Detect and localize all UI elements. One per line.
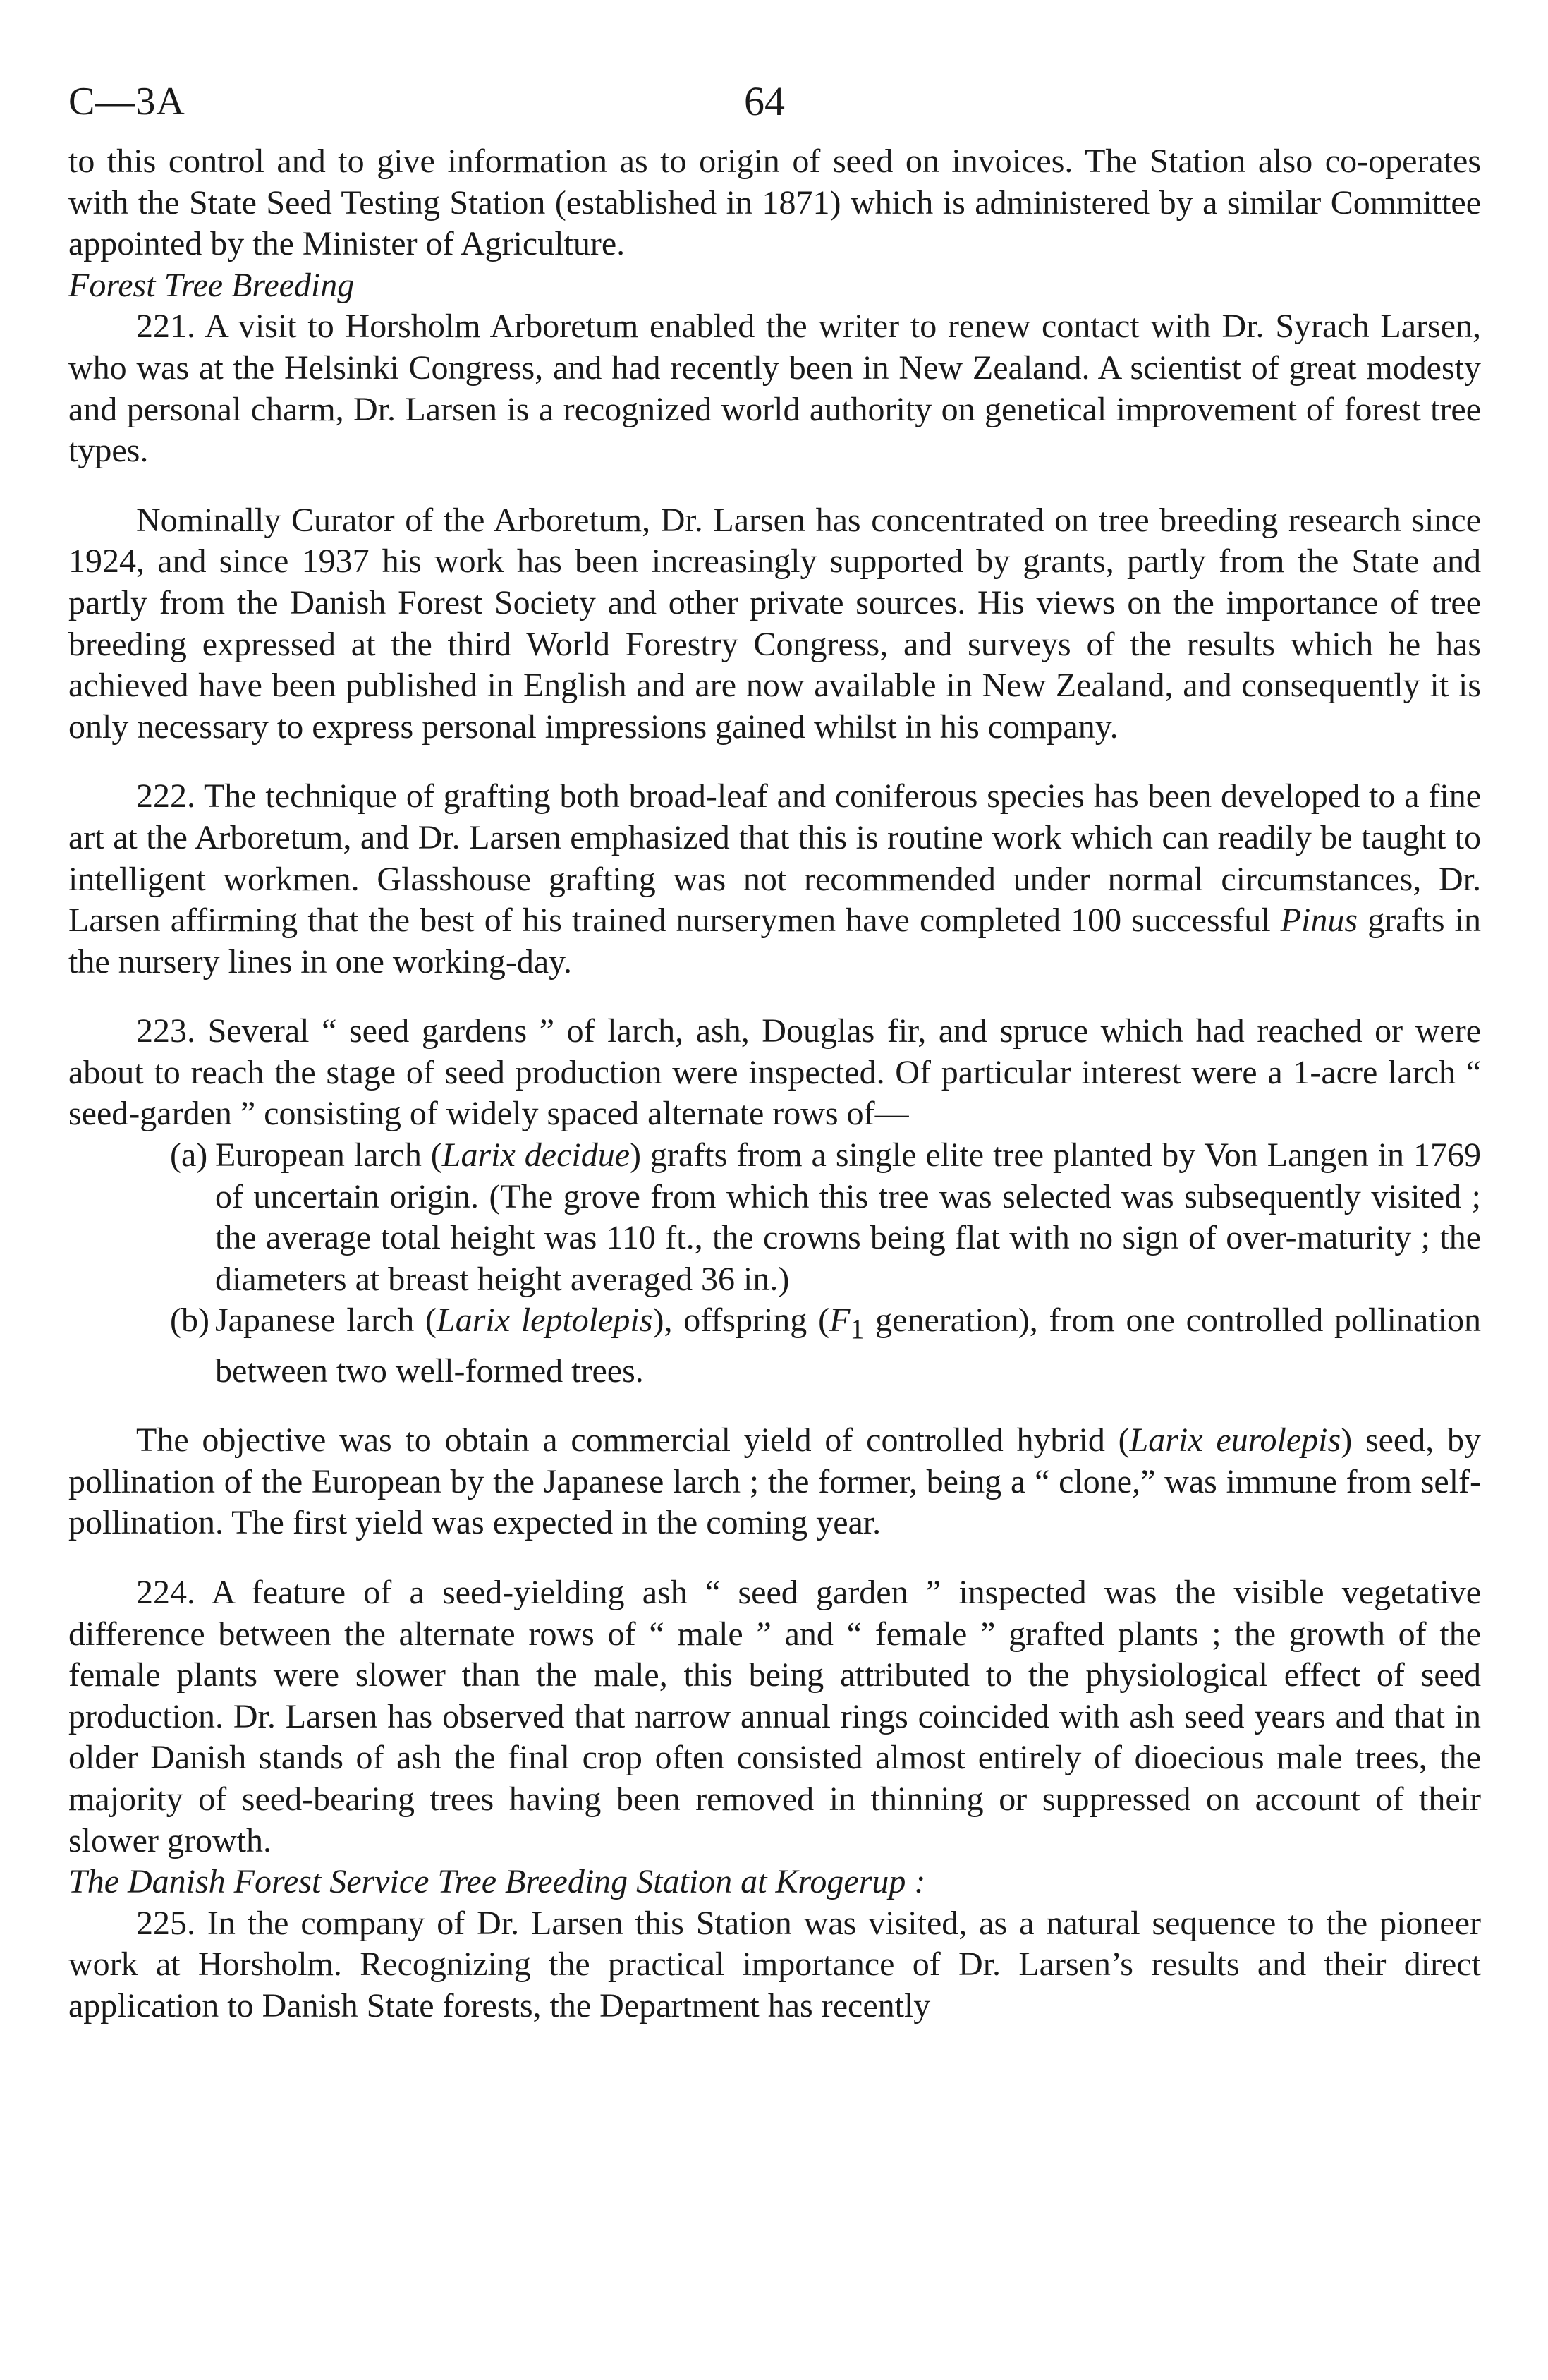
objective-italic: Larix eurolepis <box>1129 1421 1341 1459</box>
list-item-b-subscript: 1 <box>850 1313 865 1346</box>
paragraph-225: 225. In the company of Dr. Larsen this Station was visited, as a natural sequence to the pioneer work at Horsholm. Recognizing the practical importance of Dr. Larsen’s results and their direct application to Danish State forests, the Department has recently <box>68 1904 1481 2024</box>
list-item-b-text-3: generation), from one controlled pollination between two well-formed trees. <box>215 1301 1481 1390</box>
section-heading-forest-tree-breeding: Forest Tree Breeding <box>68 266 355 304</box>
paragraph-222-italic: Pinus <box>1280 901 1358 940</box>
list-item-b-italic: Larix leptolepis <box>437 1301 653 1340</box>
list-item-a-text-2: ) grafts from a single elite tree planted by Von Langen in 1769 of uncertain origin. (The grove from which this tree was selected was subsequently visited ; the average total height was 110 ft., the crowns being flat with no sign of over-maturity ; the diameters at breast height averaged 36 in.) <box>215 1136 1482 1298</box>
list-item-b <box>68 1300 1481 1392</box>
objective-text-2: ) seed, by pollination of the European by the Japanese larch ; the former, being a “ clone,” was immune from self-pollination. The first yield was expected in the coming year. <box>68 1421 1481 1542</box>
paragraph-221-continued: Nominally Curator of the Arboretum, Dr. Larsen has concentrated on tree breeding research since 1924, and since 1937 his work has been increasingly supported by grants, partly from the State and partly from the Danish Forest Society and other private sources. His views on the importance of tree breeding expressed at the third World Forestry Congress, and surveys of the results which he has achieved have been published in English and are now available in New Zealand, and consequently it is only necessary to express personal impressions gained whilst in his company. <box>68 501 1481 746</box>
document-reference: C—3A <box>68 80 185 123</box>
paragraph-223: 223. Several “ seed gardens ” of larch, ash, Douglas fir, and spruce which had reached or were about to reach the stage of seed production were inspected. Of particular interest were a 1-acre larch “ seed-garden ” consisting of widely spaced alternate rows of— <box>68 1012 1481 1133</box>
intro-paragraph: to this control and to give information as to origin of seed on invoices. The Station also co-operates with the State Seed Testing Station (established in 1871) which is administered by a similar Committee appointed by the Minister of Agriculture. <box>68 142 1481 263</box>
list-item-a-italic: Larix decidue <box>441 1136 630 1174</box>
page-number: 64 <box>744 78 785 124</box>
paragraph-222-text: 222. The technique of grafting both broad-leaf and coniferous species has been developed to a fine art at the Arboretum, and Dr. Larsen emphasized that this is routine work which can readily be taught to intelligent workmen. Glasshouse grafting was not recommended under normal circumstances, Dr. Larsen affirming that the best of his trained nurserymen have completed 100 successful <box>68 777 1481 940</box>
objective-text-1: The objective was to obtain a commercial yield of controlled hybrid ( <box>136 1421 1130 1459</box>
section-heading-krogerup: The Danish Forest Service Tree Breeding Station at Krogerup : <box>68 1863 926 1901</box>
paragraph-222 <box>68 776 1481 983</box>
list-marker-b: (b) <box>170 1301 209 1340</box>
list-item-a <box>68 1135 1481 1300</box>
paragraph-221: 221. A visit to Horsholm Arboretum enabled the writer to renew contact with Dr. Syrach Larsen, who was at the Helsinki Congress, and had recently been in New Zealand. A scientist of great modesty and personal charm, Dr. Larsen is a recognized world authority on genetical improvement of forest tree types. <box>68 308 1481 470</box>
list-item-b-text-1: Japanese larch ( <box>215 1301 437 1340</box>
page-header <box>68 0 1481 141</box>
list-item-b-f: F <box>829 1301 851 1340</box>
objective-paragraph <box>68 1420 1481 1544</box>
list-item-a-text-1: European larch ( <box>215 1136 442 1174</box>
list-item-b-text-2: ), offspring ( <box>652 1301 830 1340</box>
list-marker-a: (a) <box>170 1136 208 1174</box>
paragraph-222-end: grafts in the nursery lines in one working-day. <box>68 901 1482 980</box>
paragraph-224: 224. A feature of a seed-yielding ash “ seed garden ” inspected was the visible vegetative difference between the alternate rows of “ male ” and “ female ” grafted plants ; the growth of the female plants were slower than the male, this being attributed to the physiological effect of seed production. Dr. Larsen has observed that narrow annual rings coincided with ash seed years and that in older Danish stands of ash the final crop often consisted almost entirely of dioecious male trees, the majority of seed-bearing trees having been removed in thinning or suppressed on account of their slower growth. <box>68 1574 1481 1859</box>
